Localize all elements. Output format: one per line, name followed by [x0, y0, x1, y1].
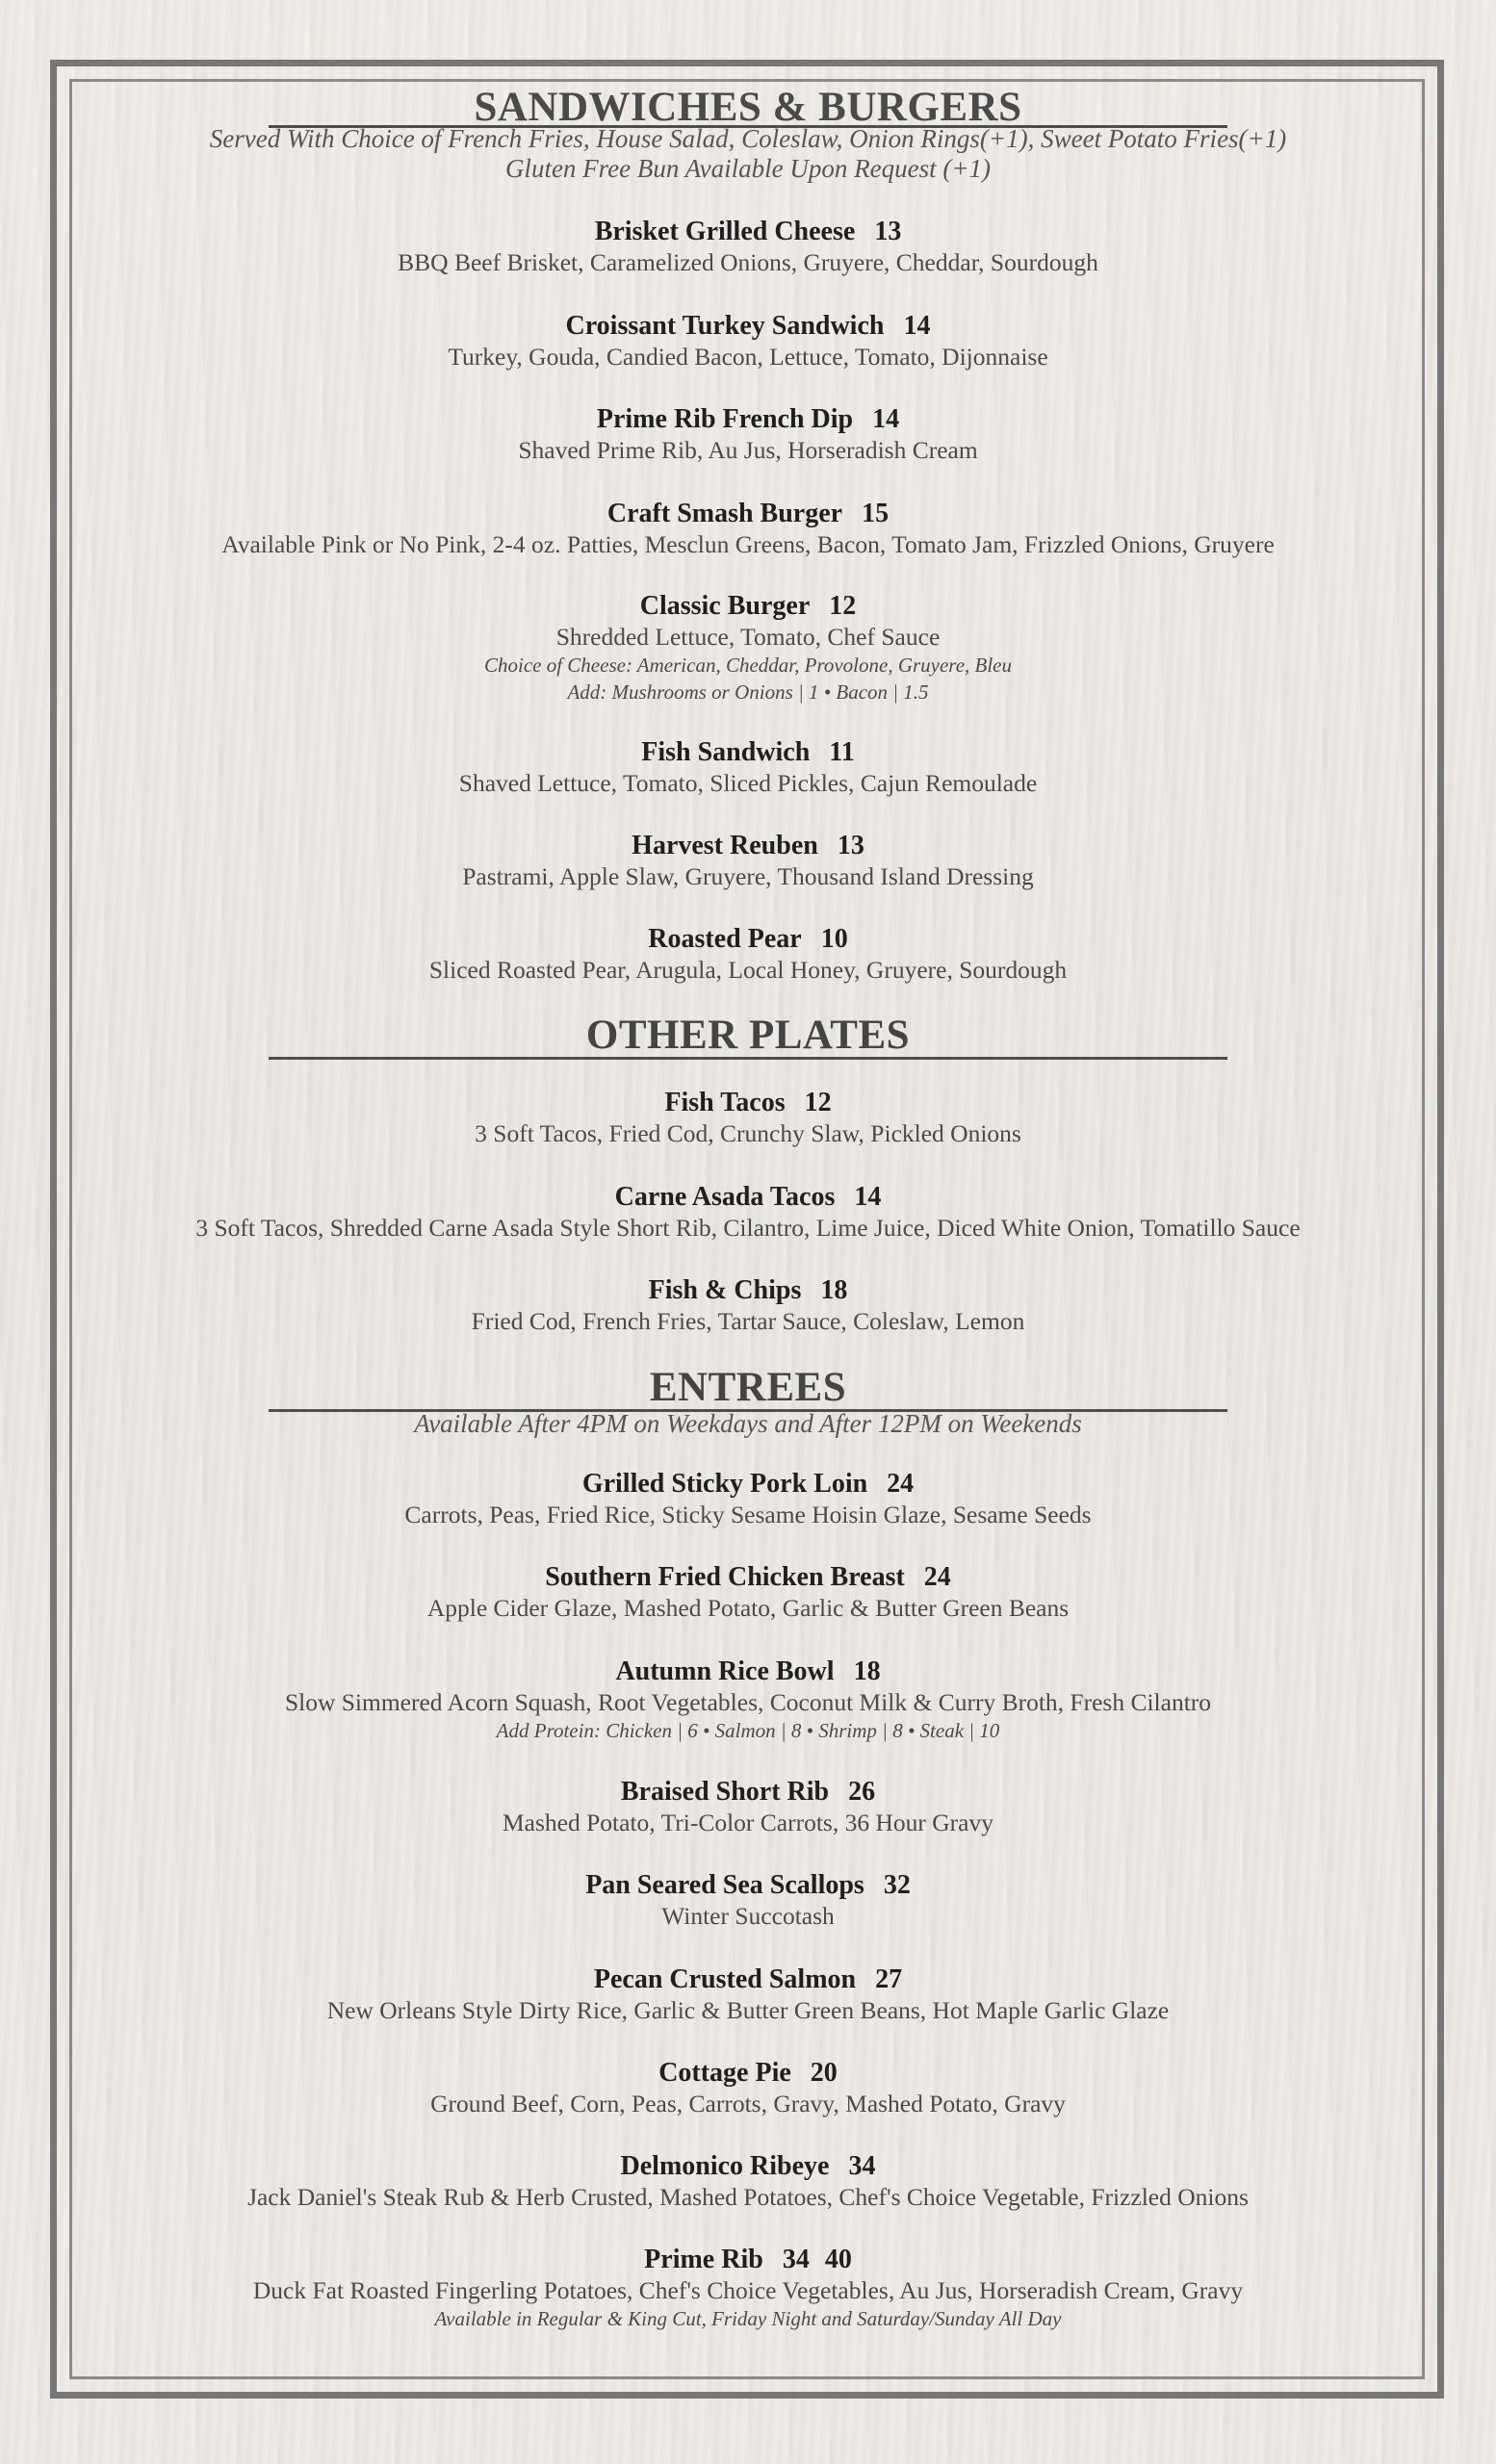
item-name: Southern Fried Chicken Breast [545, 1562, 905, 1592]
item-price: 26 [848, 1777, 876, 1807]
menu-item [77, 403, 1419, 465]
item-name: Braised Short Rib [620, 1777, 830, 1807]
section-other-plates [77, 1011, 1419, 1060]
item-description: Jack Daniel's Steak Rub & Herb Crusted, Mashed Potatoes, Chef's Choice Vegetable, Frizzled Onions [247, 2183, 1249, 2211]
item-name: Pecan Crusted Salmon [593, 1964, 857, 1994]
item-price: 11 [829, 737, 855, 767]
item-heading [77, 2244, 1419, 2276]
menu-item [77, 1869, 1419, 1931]
menu-item [77, 1181, 1419, 1243]
item-name: Craft Smash Burger [606, 499, 843, 528]
item-name: Classic Burger [639, 591, 811, 621]
item-name: Delmonico Ribeye [620, 2151, 830, 2181]
menu-item [77, 590, 1419, 706]
item-name: Carne Asada Tacos [614, 1182, 836, 1212]
item-name: Fish Tacos [664, 1088, 786, 1117]
item-heading [77, 1776, 1419, 1809]
item-heading [77, 1964, 1419, 1996]
item-name: Prime Rib [644, 2245, 763, 2274]
item-price: 34 [848, 2151, 876, 2181]
section-title: SANDWICHES & BURGERS [474, 85, 1022, 130]
item-cheese-options: Choice of Cheese: American, Cheddar, Provolone, Gruyere, Bleu [483, 654, 1012, 677]
item-description: Fried Cod, French Fries, Tartar Sauce, Coleslaw, Lemon [471, 1307, 1025, 1335]
item-description: Winter Succotash [661, 1902, 835, 1930]
item-name: Harvest Reuben [632, 831, 818, 860]
item-heading [77, 1869, 1419, 1902]
item-heading [77, 1656, 1419, 1688]
menu-item [77, 2057, 1419, 2118]
item-description: Turkey, Gouda, Candied Bacon, Lettuce, Tomato, Dijonnaise [448, 343, 1048, 371]
item-name: Brisket Grilled Cheese [594, 217, 856, 246]
item-heading [77, 1087, 1419, 1119]
item-heading [77, 1181, 1419, 1214]
item-price: 27 [875, 1964, 903, 1994]
item-description: Shaved Prime Rib, Au Jus, Horseradish Cream [518, 436, 978, 464]
item-heading [77, 736, 1419, 769]
menu-item [77, 310, 1419, 372]
section-entrees [77, 1363, 1419, 1439]
item-name: Roasted Pear [648, 924, 802, 954]
item-description: Mashed Potato, Tri-Color Carrots, 36 Hour Gravy [503, 1809, 993, 1836]
item-price: 12 [829, 591, 857, 621]
item-description: Pastrami, Apple Slaw, Gruyere, Thousand Island Dressing [462, 862, 1034, 890]
item-name: Pan Seared Sea Scallops [585, 1870, 864, 1900]
menu-item [77, 2150, 1419, 2212]
item-add-protein: Add Protein: Chicken | 6 • Salmon | 8 • Shrimp | 8 • Steak | 10 [496, 1719, 1000, 1742]
item-heading [77, 590, 1419, 623]
section-note: Available After 4PM on Weekdays and After 12PM on Weekends [414, 1409, 1082, 1438]
item-heading [77, 1561, 1419, 1594]
menu-item [77, 1776, 1419, 1837]
menu-item [77, 736, 1419, 798]
section-note: Gluten Free Bun Available Upon Request (+1) [504, 154, 992, 183]
menu-item [77, 1087, 1419, 1148]
item-price: 24 [887, 1469, 915, 1499]
item-heading [77, 498, 1419, 530]
item-price: 13 [837, 831, 864, 860]
item-heading [77, 1468, 1419, 1501]
item-description: Sliced Roasted Pear, Arugula, Local Honey, Gruyere, Sourdough [428, 956, 1068, 984]
item-name: Croissant Turkey Sandwich [565, 311, 885, 341]
item-description: Shaved Lettuce, Tomato, Sliced Pickles, Cajun Remoulade [458, 769, 1038, 797]
item-heading [77, 2150, 1419, 2183]
item-description: New Orleans Style Dirty Rice, Garlic & Butter Green Beans, Hot Maple Garlic Glaze [326, 1996, 1170, 2024]
menu-item [77, 2244, 1419, 2332]
item-price: 12 [804, 1088, 832, 1117]
item-availability: Available in Regular & King Cut, Friday Night and Saturday/Sunday All Day [434, 2307, 1062, 2330]
item-name: Grilled Sticky Pork Loin [581, 1469, 868, 1499]
item-price-regular: 34 [782, 2245, 810, 2274]
item-price: 32 [883, 1870, 911, 1900]
item-description: Carrots, Peas, Fried Rice, Sticky Sesame Hoisin Glaze, Sesame Seeds [404, 1501, 1092, 1528]
section-title: ENTREES [649, 1365, 847, 1410]
item-price: 15 [862, 499, 890, 528]
item-heading [77, 216, 1419, 248]
item-name: Cottage Pie [658, 2058, 791, 2088]
item-price: 24 [923, 1562, 951, 1592]
item-price-king: 40 [824, 2245, 852, 2274]
item-name: Fish Sandwich [641, 737, 811, 767]
menu-item [77, 498, 1419, 559]
item-price: 20 [810, 2058, 838, 2088]
section-note: Served With Choice of French Fries, House Salad, Coleslaw, Onion Rings(+1), Sweet Potato Fries(+1) [209, 124, 1287, 153]
menu-item [77, 923, 1419, 985]
item-description: 3 Soft Tacos, Shredded Carne Asada Style Short Rib, Cilantro, Lime Juice, Diced White Onion, Tomatillo Sauce [195, 1214, 1301, 1242]
menu-item [77, 1656, 1419, 1744]
item-name: Prime Rib French Dip [596, 404, 854, 434]
item-price: 14 [872, 404, 900, 434]
item-price: 18 [853, 1656, 881, 1686]
item-heading [77, 1274, 1419, 1307]
menu-item [77, 1468, 1419, 1529]
section-sandwiches [77, 83, 1419, 184]
item-heading [77, 923, 1419, 956]
item-description: Apple Cider Glaze, Mashed Potato, Garlic & Butter Green Beans [426, 1594, 1070, 1622]
menu-item [77, 1964, 1419, 2025]
section-title: OTHER PLATES [585, 1013, 911, 1058]
menu-item [77, 216, 1419, 277]
item-heading [77, 2057, 1419, 2090]
item-description: Available Pink or No Pink, 2-4 oz. Patties, Mesclun Greens, Bacon, Tomato Jam, Frizzled Onions, Gruyere [221, 530, 1275, 558]
item-price: 18 [820, 1275, 848, 1305]
item-price: 13 [874, 217, 902, 246]
item-description: BBQ Beef Brisket, Caramelized Onions, Gruyere, Cheddar, Sourdough [398, 248, 1098, 276]
item-heading [77, 830, 1419, 862]
item-name: Autumn Rice Bowl [615, 1656, 835, 1686]
item-price: 14 [854, 1182, 882, 1212]
item-name: Fish & Chips [648, 1275, 802, 1305]
menu-item [77, 830, 1419, 891]
item-add-ons: Add: Mushrooms or Onions | 1 • Bacon | 1.5 [567, 680, 929, 704]
item-description: Shredded Lettuce, Tomato, Chef Sauce [555, 623, 941, 651]
item-description: 3 Soft Tacos, Fried Cod, Crunchy Slaw, Pickled Onions [475, 1119, 1021, 1147]
item-heading [77, 310, 1419, 343]
item-price: 14 [903, 311, 931, 341]
item-price: 10 [820, 924, 848, 954]
menu-item [77, 1274, 1419, 1336]
item-description: Slow Simmered Acorn Squash, Root Vegetables, Coconut Milk & Curry Broth, Fresh Cilantro [284, 1688, 1212, 1716]
item-description: Duck Fat Roasted Fingerling Potatoes, Chef's Choice Vegetables, Au Jus, Horseradish Cream, Gravy [252, 2276, 1244, 2304]
item-description: Ground Beef, Corn, Peas, Carrots, Gravy, Mashed Potato, Gravy [430, 2090, 1066, 2118]
menu-item [77, 1561, 1419, 1623]
item-heading [77, 403, 1419, 436]
